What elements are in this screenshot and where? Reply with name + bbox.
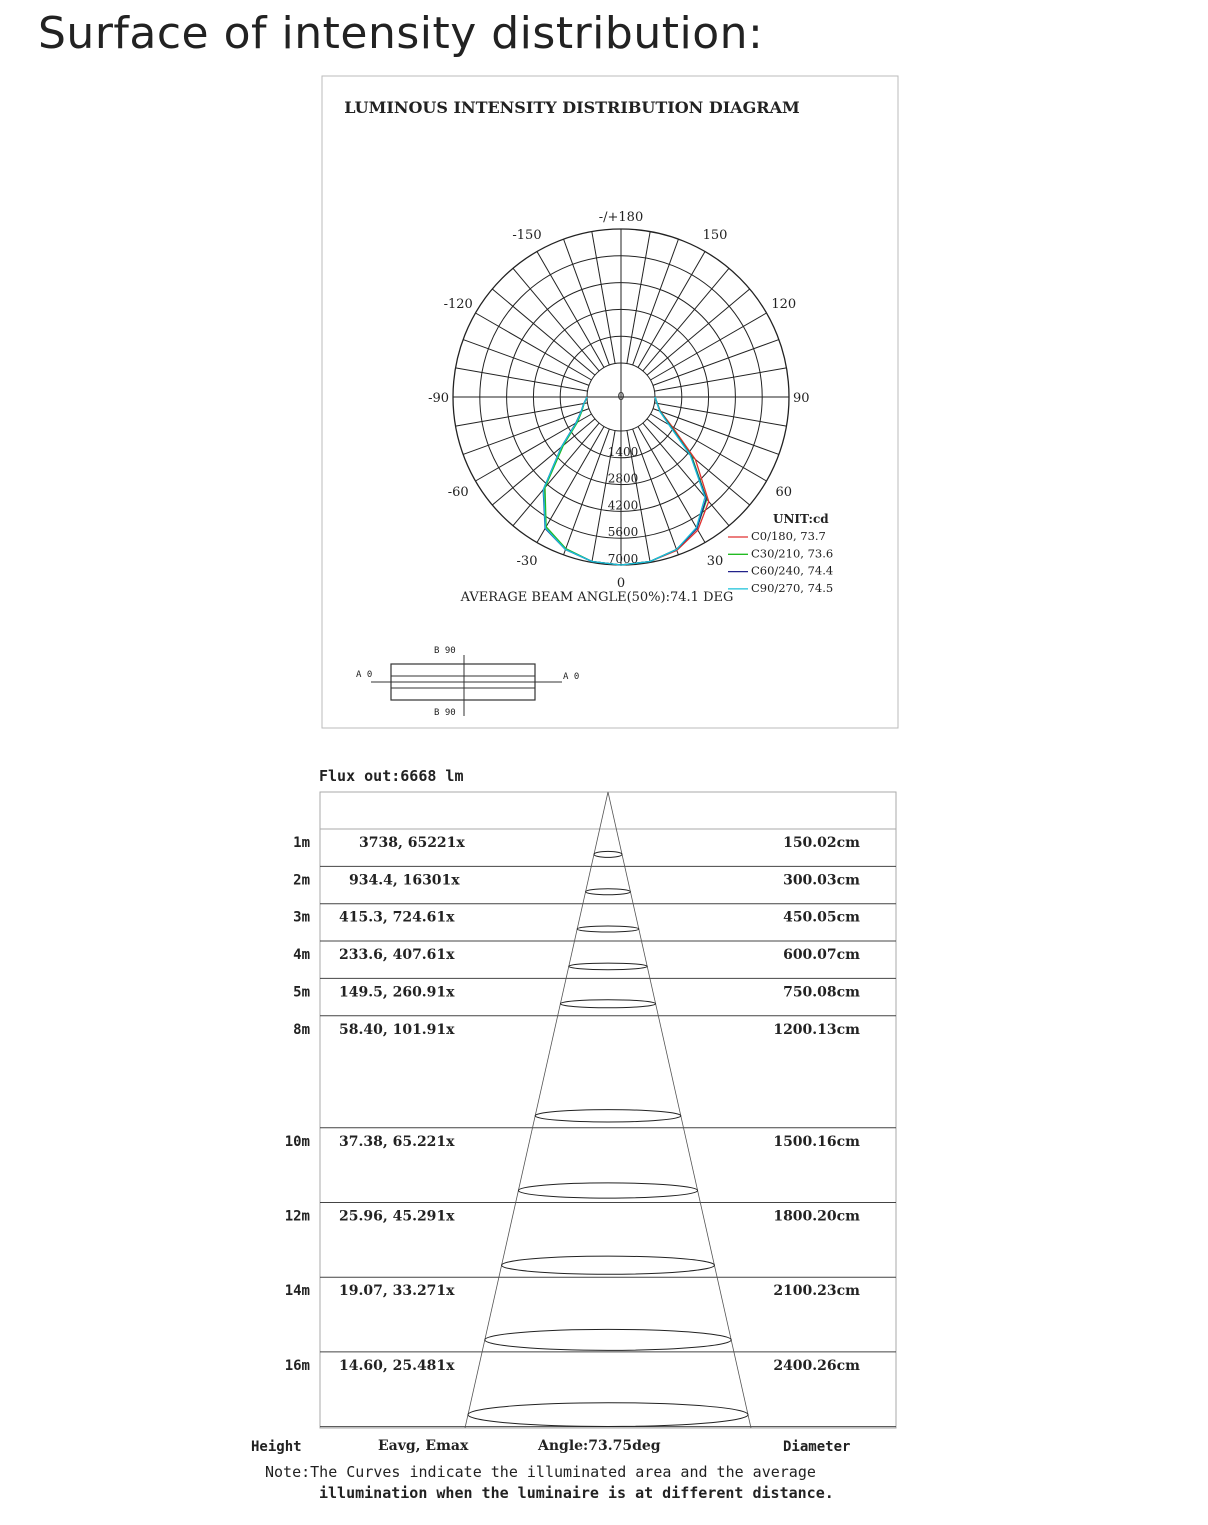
- row-diameter: 2100.23cm: [773, 1283, 860, 1300]
- row-height-label: 5m: [293, 984, 310, 1001]
- polar-chart-title: LUMINOUS INTENSITY DISTRIBUTION DIAGRAM: [344, 98, 800, 117]
- polar-angle-label: -150: [512, 228, 542, 244]
- polar-angle-label: 0: [616, 576, 626, 591]
- polar-angle-label: -30: [516, 553, 538, 569]
- row-eavg-emax: 233.6, 407.61x: [339, 947, 455, 964]
- row-diameter: 300.03cm: [783, 872, 860, 889]
- row-height-label: 8m: [293, 1021, 310, 1038]
- row-eavg-emax: 934.4, 16301x: [349, 872, 460, 889]
- a-right-label: A 0: [563, 672, 580, 682]
- row-eavg-emax: 3738, 65221x: [359, 835, 465, 851]
- row-eavg-emax: 415.3, 724.61x: [339, 909, 455, 926]
- column-header-eavg-emax: Eavg, Emax: [378, 1438, 469, 1454]
- polar-angle-label: 150: [702, 228, 728, 244]
- row-diameter: 450.05cm: [783, 909, 860, 926]
- note-line-2: illumination when the luminaire is at different distance.: [319, 1484, 834, 1502]
- polar-radial-tick-label: 1400: [607, 444, 639, 459]
- row-height-label: 14m: [284, 1283, 310, 1300]
- legend-entry: C90/270, 74.5: [751, 580, 834, 595]
- row-eavg-emax: 14.60, 25.481x: [339, 1357, 455, 1374]
- column-header-diameter: Diameter: [783, 1439, 851, 1455]
- a-left-label: A 0: [356, 670, 373, 680]
- row-height-label: 1m: [293, 835, 310, 851]
- row-diameter: 2400.26cm: [773, 1357, 860, 1374]
- row-height-label: 16m: [284, 1357, 310, 1374]
- row-diameter: 1200.13cm: [773, 1021, 860, 1038]
- note-line-1: Note:The Curves indicate the illuminated area and the average: [265, 1463, 816, 1481]
- polar-radial-tick-label: 5600: [607, 525, 639, 540]
- row-height-label: 4m: [293, 947, 310, 964]
- b-top-label: B 90: [434, 646, 456, 656]
- row-diameter: 1500.16cm: [773, 1133, 860, 1150]
- row-diameter: 150.02cm: [783, 835, 860, 851]
- polar-angle-label: 90: [793, 391, 810, 406]
- row-eavg-emax: 37.38, 65.221x: [339, 1133, 455, 1150]
- legend-entry: C30/210, 73.6: [751, 546, 834, 561]
- row-diameter: 750.08cm: [783, 984, 860, 1001]
- beam-angle-text: AVERAGE BEAM ANGLE(50%):74.1 DEG: [460, 590, 734, 605]
- column-header-angle: Angle:73.75deg: [538, 1438, 661, 1454]
- polar-radial-tick-label: 7000: [607, 552, 639, 566]
- polar-angle-label: -120: [443, 297, 473, 312]
- row-diameter: 1800.20cm: [773, 1208, 860, 1225]
- page-title: Surface of intensity distribution:: [38, 8, 764, 59]
- row-eavg-emax: 149.5, 260.91x: [339, 984, 455, 1001]
- row-height-label: 2m: [293, 872, 310, 889]
- row-eavg-emax: 25.96, 45.291x: [339, 1208, 455, 1225]
- row-height-label: 10m: [284, 1133, 310, 1150]
- legend-entry: C60/240, 74.4: [751, 563, 834, 578]
- polar-angle-label: -60: [447, 485, 469, 500]
- polar-angle-label: -90: [428, 391, 449, 406]
- polar-angle-label: -/+180: [598, 210, 644, 225]
- legend-entry: C0/180, 73.7: [751, 529, 826, 543]
- flux-out-label: Flux out:6668 lm: [319, 767, 464, 785]
- row-height-label: 3m: [293, 909, 310, 926]
- row-eavg-emax: 19.07, 33.271x: [339, 1283, 455, 1300]
- column-header-height: Height: [251, 1439, 302, 1455]
- polar-angle-label: 30: [706, 553, 724, 569]
- polar-angle-label: 60: [775, 485, 793, 500]
- polar-center-label: 0: [617, 390, 625, 403]
- polar-radial-tick-label: 2800: [607, 471, 639, 486]
- row-height-label: 12m: [284, 1208, 310, 1225]
- polar-radial-tick-label: 4200: [607, 498, 639, 513]
- unit-label: UNIT:cd: [773, 512, 829, 526]
- polar-angle-label: 120: [771, 297, 797, 312]
- row-eavg-emax: 58.40, 101.91x: [339, 1021, 455, 1038]
- b-bottom-label: B 90: [434, 708, 456, 718]
- row-diameter: 600.07cm: [783, 947, 860, 964]
